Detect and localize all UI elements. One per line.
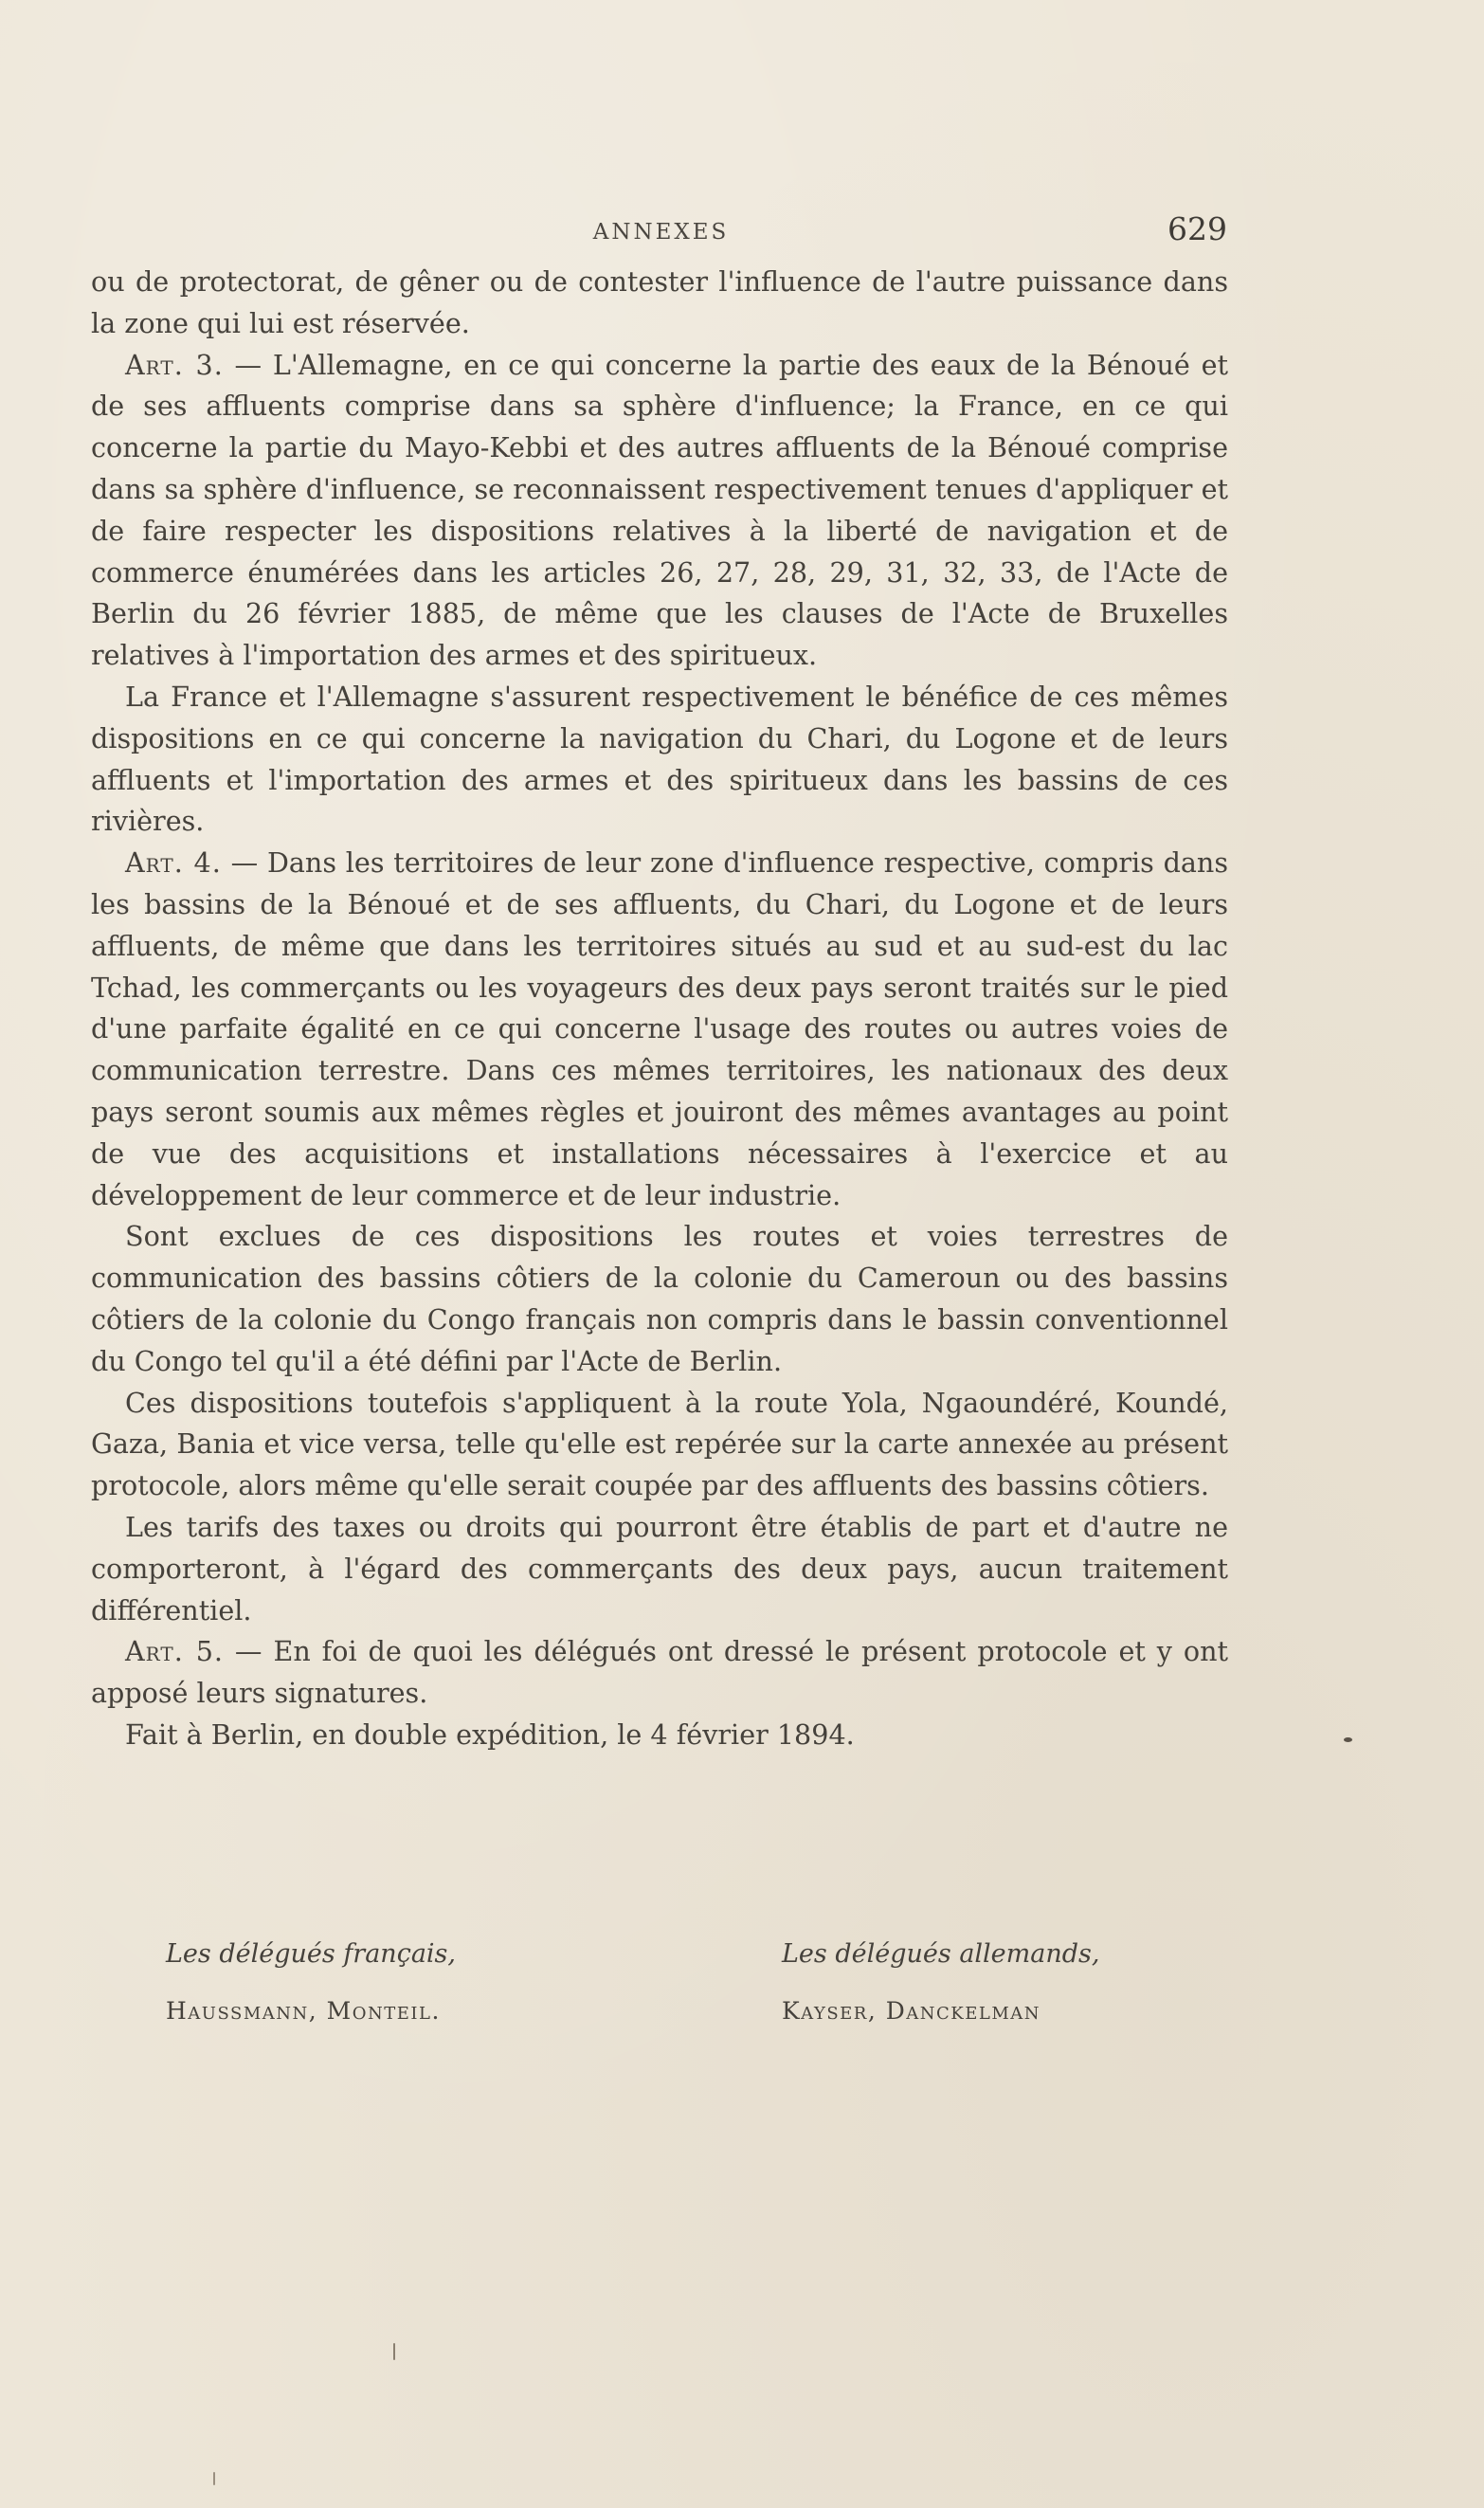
paragraph [91, 1383, 1228, 1507]
ink-speck [393, 2343, 395, 2360]
paragraph-article-5 [91, 1631, 1228, 1715]
article-label: Art. 4. [125, 846, 222, 880]
article-label: Art. 3. [125, 348, 224, 381]
signature-german [782, 1934, 1256, 2030]
paragraph [91, 677, 1228, 843]
paragraph-continuation [91, 262, 1228, 345]
paragraph-article-4 [91, 843, 1228, 1216]
ink-speck [1344, 1737, 1352, 1742]
body-text [91, 262, 1228, 1756]
running-head: ANNEXES [592, 220, 730, 245]
paragraph-text: Sont exclues de ces dispositions les routes et voies terrestres de communication des bassins côtiers de la colonie du Cameroun ou des bassins côtiers de la colonie du Congo français non compris dans le bassin conventionnel du Congo tel qu'il a été défini par l'Acte de Berlin. [91, 1220, 1228, 1377]
closing-date-line: Fait à Berlin, en double expédition, le 4 février 1894. [125, 1717, 855, 1751]
paragraph-text: Les tarifs des taxes ou droits qui pourront être établis de part et d'autre ne comporteront, à l'égard des commerçants des deux pays, aucun traitement différentiel. [91, 1510, 1228, 1627]
paragraph-text: La France et l'Allemagne s'assurent respectivement le bénéfice de ces mêmes dispositions en ce qui concerne la navigation du Chari, du Logone et de leurs affluents et l'importation des armes et des spiritueux dans les bassins de ces rivières. [91, 680, 1228, 838]
signature-heading: Les délégués allemands, [782, 1939, 1100, 1969]
signatures-block [166, 1934, 1227, 2047]
paragraph-text: — Dans les territoires de leur zone d'influence respective, compris dans les bassins de la Bénoué et de ses affluents, du Chari, du Logone et de leurs affluents, de même que dans les territoires situés au sud et au sud-est du lac Tchad, les commerçants ou les voyageurs des deux pays seront traités sur le pied d'une parfaite égalité en ce qui concerne l'usage des routes ou autres voies de communication terrestre. Dans ces mêmes territoires, les nationaux des deux pays seront soumis aux mêmes règles et jouiront des mêmes avantages au point de vue des acquisitions et installations nécessaires à l'exercice et au développement de leur commerce et de leur industrie. [91, 846, 1229, 1211]
paragraph-article-3 [91, 345, 1228, 677]
paragraph-text: — L'Allemagne, en ce qui concerne la partie des eaux de la Bénoué et de ses affluents comprise dans sa sphère d'influence; la France, en ce qui concerne la partie du Mayo-Kebbi et des autres affluents de la Bénoué comprise dans sa sphère d'influence, se reconnaissent respectivement tenues d'appliquer et de faire respecter les dispositions relatives à la liberté de navigation et de commerce énumérées dans les articles 26, 27, 28, 29, 31, 32, 33, de l'Acte de Berlin du 26 février 1885, de même que les clauses de l'Acte de Bruxelles relatives à l'importation des armes et des spiritueux. [91, 348, 1228, 672]
paragraph-text: — En foi de quoi les délégués ont dressé le présent protocole et y ont apposé leurs signatures. [91, 1635, 1228, 1710]
paragraph [91, 1507, 1228, 1631]
signature-french [166, 1934, 640, 2030]
article-label: Art. 5. [125, 1635, 224, 1668]
page-header [95, 210, 1227, 258]
page-number: 629 [1167, 210, 1227, 247]
ink-speck [213, 2472, 215, 2485]
signature-heading: Les délégués français, [166, 1939, 456, 1969]
paragraph [91, 1216, 1228, 1382]
signature-names: Kayser, Danckelman [782, 1997, 1041, 2025]
signature-names: Haussmann, Monteil. [166, 1997, 441, 2025]
paragraph-text: Ces dispositions toutefois s'appliquent à la route Yola, Ngaoundéré, Koundé, Gaza, Bania et vice versa, telle qu'elle est repérée sur la carte annexée au présent protocole, alors même qu'elle serait coupée par des affluents des bassins côtiers. [91, 1386, 1228, 1502]
paragraph-text: ou de protectorat, de gêner ou de contester l'influence de l'autre puissance dans la zone qui lui est réservée. [91, 265, 1228, 339]
